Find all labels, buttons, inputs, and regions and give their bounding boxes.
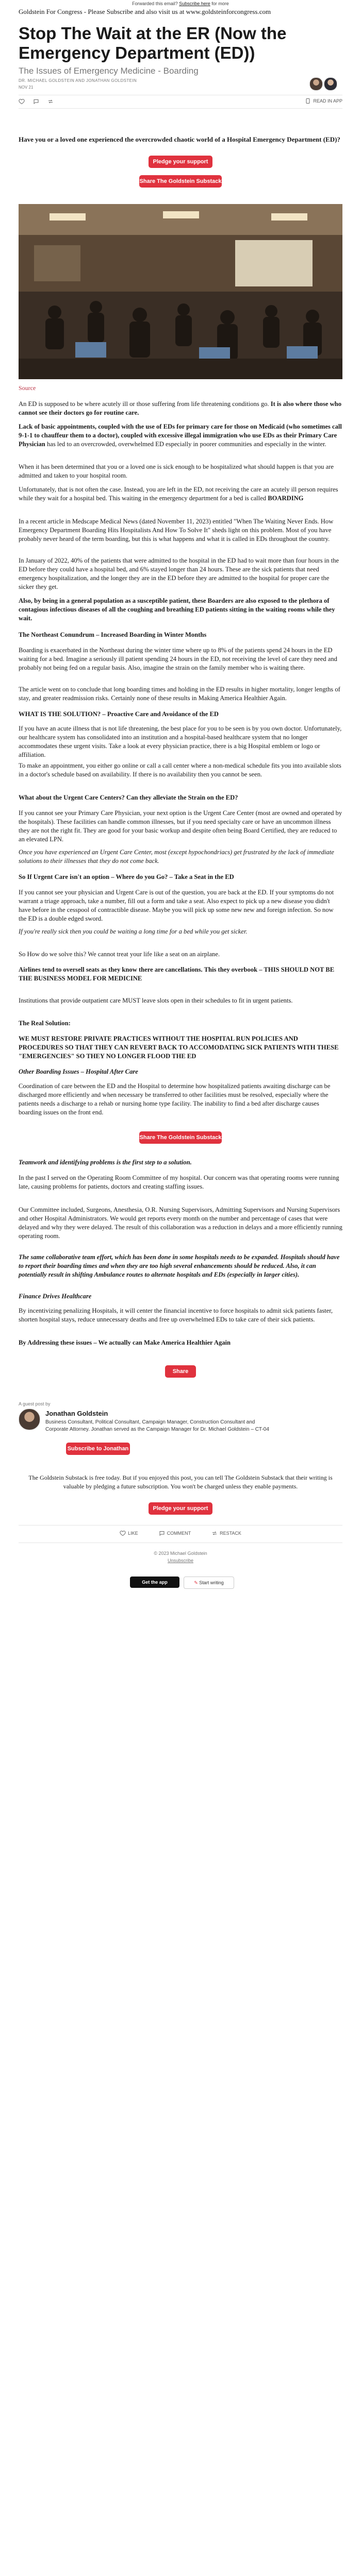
copyright: © 2023 Michael Goldstein [154, 1551, 207, 1556]
share-substack-button[interactable]: Share The Goldstein Substack [139, 1131, 222, 1144]
section-heading: Finance Drives Healthcare [19, 1293, 92, 1300]
post-authors[interactable]: DR. MICHAEL GOLDSTEIN AND JONATHAN GOLDSTEIN [19, 78, 137, 83]
comment-button[interactable]: COMMENT [159, 1530, 191, 1536]
paragraph: Coordination of care between the ED and the Hospital to determine how hospitalized patients awaiting discharge can be discharged more efficiently and when necessary be transferred to other facilities must be resolved, especially where the patients needs a discharge to a rehab or nursing home type facility. The inability to find a bed after discharge causes boarding issues on the front end. [19, 1082, 331, 1116]
author-avatar[interactable] [324, 77, 337, 91]
get-app-label: Get the app [142, 1580, 168, 1585]
paragraph: If you cannot see your Primary Care Physician, your next option is the Urgent Care Center (most are owned and operated by the hospitals). These facilities can handle common illnesses, but if you need specialty care or have an uncommon illness they are not the right fit. They are good for your basic workup and despite often being Board Certified, they are reduced to an elevated LPN. [19, 809, 342, 843]
image-source-link[interactable]: Source [19, 384, 36, 392]
hero-image [19, 204, 342, 379]
paragraph: In the past I served on the Operating Room Committee of my hospital. Our concern was that operating rooms were running late, causing problems for patients, doctors and creating staffing issues. [19, 1174, 339, 1190]
start-writing-label: Start writing [199, 1580, 224, 1585]
lead-question: Have you or a loved one experienced the overcrowded chaotic world of a Hospital Emergency Department (ED)? [19, 135, 340, 143]
comment-button[interactable] [33, 98, 39, 105]
post-subtitle: The Issues of Emergency Medicine - Boarding [19, 66, 199, 76]
paragraph: If you're really sick then you could be waiting a long time for a bed while you get sicker. [19, 928, 248, 935]
post-title[interactable]: Stop The Wait at the ER (Now the Emergency Department (ED)) [19, 24, 287, 62]
section-heading: WHAT IS THE SOLUTION? – Proactive Care and Avoidance of the ED [19, 710, 219, 718]
paragraph: Teamwork and identifying problems is the first step to a solution. [19, 1159, 192, 1166]
paragraph: WE MUST RESTORE PRIVATE PRACTICES WITHOUT THE HOSPITAL RUN POLICIES AND PROCEDURES SO THAT THEY CAN REVERT BACK TO ACCOMODATING SICK PATIENTS WITH THESE "EMERGENCIES" SO THEY NO LONGER FLOOD THE ED [19, 1035, 339, 1060]
post-date: NOV 21 [19, 85, 34, 90]
guest-label: A guest post by [19, 1401, 51, 1406]
read-in-app-label: READ IN APP [313, 98, 342, 104]
forward-prefix: Forwarded this email? [132, 1, 178, 6]
paragraph: Institutions that provide outpatient care MUST leave slots open in their schedules to fit in urgent patients. [19, 997, 293, 1004]
start-writing-button[interactable] [184, 1577, 234, 1589]
share-button[interactable]: Share [165, 1365, 196, 1378]
like-button[interactable]: LIKE [120, 1530, 138, 1536]
pledge-button[interactable]: Pledge your support [149, 156, 212, 168]
guest-author-card [19, 1401, 342, 1448]
guest-name[interactable]: Jonathan Goldstein [45, 1410, 108, 1417]
paragraph: Airlines tend to oversell seats as they know there are cancellations. This they overbook – THIS SHOULD NOT BE THE BUSINESS MODEL FOR MEDICINE [19, 966, 335, 982]
restack-icon [47, 98, 54, 105]
paragraph: So How do we solve this? We cannot treat your life like a seat on an airplane. [19, 951, 220, 958]
unsubscribe-link[interactable]: Unsubscribe [167, 1558, 194, 1563]
divider [19, 1525, 342, 1526]
paragraph: In a recent article in Medscape Medical News (dated November 11, 2023) entitled "When The Waiting Never Ends. How Emergency Department Boarding Hits Hospitalists And How To Solve It" sheds light on this problem. Most of you have probably never heard of the term boarding, but this is what happens and what it is called in EDs throughout the country. [19, 518, 334, 543]
paragraph: The article went on to conclude that long boarding times and holding in the ED results in higher mortality, longer lengths of stay, and greater readmission risks. Certainly none of these results in Making America Healthier Again. [19, 686, 340, 702]
section-heading: What about the Urgent Care Centers? Can they alleviate the Strain on the ED? [19, 794, 238, 801]
restack-icon [211, 1530, 218, 1536]
heart-icon [120, 1530, 126, 1536]
share-substack-button[interactable]: Share The Goldstein Substack [139, 175, 222, 188]
post-actions [19, 97, 342, 107]
section-heading: The Real Solution: [19, 1020, 71, 1027]
subscribe-link[interactable]: Subscribe here [179, 1, 210, 6]
paragraph: An ED is supposed to be where acutely ill or those suffering from life threatening conditions go. It is also where those who cannot see their doctors go for routine care. [19, 400, 341, 416]
paragraph: If you have an acute illness that is not life threatening, the best place for you to be seen is by you own doctor. Unfortunately, our healthcare system has consolidated into an institution and a hospital-based healthcare system that no longer accommodates these urgent visits. Take a look at every physician practice, there is a big Hospital emblem or logo or affiliation. [19, 725, 342, 758]
divider [19, 108, 342, 109]
paragraph: The same collaborative team effort, which has been done in some hospitals needs to be expanded. Hospitals should have to report their boarding times and when they are too high several enhancements should be reduced. Also, it can potentially result in shifting Ambulance routes to alternate hospitals and EDs (especially in larger cities). [19, 1253, 340, 1278]
paragraph: In January of 2022, 40% of the patients that were admitted to the hospital in the ED had to wait more than four hours in the ED before they could have a hospital bed, and 6% stayed longer than 24 hours. These are the sick patients that need emergency hospitalization, and the longer they are in the ED before they are admitted to the hospital for proper care the sicker they get. [19, 557, 339, 590]
paragraph: Unfortunately, that is not often the case. Instead, you are left in the ED, not receiving the care an acutely ill person requires while they wait for a hospital bed. This waiting in the emergency department for a bed is called BOARDING [19, 486, 338, 502]
section-heading: Other Boarding Issues – Hospital After Care [19, 1068, 138, 1075]
paragraph: When it has been determined that you or a loved one is sick enough to be hospitalized what should happen is that you are admitted and taken to your hospital room. [19, 463, 334, 479]
restack-button[interactable]: RESTACK [211, 1530, 241, 1536]
bottom-actions [0, 1530, 361, 1536]
closing-note: The Goldstein Substack is free today. But if you enjoyed this post, you can tell The Goldstein Substack that their writing is valuable by pledging a future subscription. You won't be charged unless they enable payments. [28, 1474, 333, 1490]
waiting-room-photo [19, 204, 342, 379]
app-icon [305, 98, 311, 104]
paragraph: Once you have experienced an Urgent Care Center, most (except hypochondriacs) get frustrated by the lack of immediate solutions to their illnesses that they do not come back. [19, 849, 334, 865]
bottom-bar [0, 1571, 361, 1592]
forward-notice [0, 1, 361, 6]
restack-button[interactable] [47, 98, 54, 105]
subscribe-to-jonathan-button[interactable]: Subscribe to Jonathan [66, 1443, 130, 1455]
pen-icon: ✎ [194, 1580, 198, 1585]
comment-icon [159, 1530, 165, 1536]
author-avatar[interactable] [309, 77, 323, 91]
paragraph: Boarding is exacerbated in the Northeast during the winter time where up to 8% of the patients spend 24 hours in the ED waiting for a bed. Imagine a seriously ill patient spending 24 hours in the ED, not receiving the level of care they need and probably not being fed on a regular basis. Also, imagine the strain on the family member who is waiting there. [19, 647, 337, 671]
paragraph: If you cannot see your physician and Urgent Care is out of the question, you are back at the ED. If your symptoms do not warrant a triage approach, take a number, fill out a form and take a seat. Also expect to pick up a new disease you didn't have before in the cesspool of contractible disease. Maybe you will pick up some new new and foreign infection. So now the ED is a double edged sword. [19, 889, 334, 922]
paragraph: By Addressing these issues – We actually can Make America Healthier Again [19, 1339, 231, 1346]
heart-icon [19, 98, 25, 105]
section-heading: The Northeast Conundrum – Increased Boarding in Winter Months [19, 631, 207, 638]
paragraph: Lack of basic appointments, coupled with the use of EDs for primary care for those on Medicaid (who sometimes call 9-1-1 to chauffeur them to a doctor), coupled with excessive illegal immigration who use EDs as their Primary Care Physician has led to an overcrowded, overwhelmed ED especially in poorer communities and especially in the winter. [19, 423, 342, 448]
paragraph: To make an appointment, you either go online or call a call center where a non-medical schedule fits you into available slots in a doctor's schedule based on availability. If there is no availability then you cannot be seen. [19, 762, 341, 778]
pledge-button[interactable]: Pledge your support [149, 1502, 212, 1515]
preamble: Goldstein For Congress - Please Subscribe and also visit us at www.goldsteinforcongress.com [19, 8, 271, 15]
comment-icon [33, 98, 39, 105]
forward-suffix: for more [211, 1, 229, 6]
paragraph: By incentivizing penalizing Hospitals, it will center the financial incentive to force hospitals to admit sick patients faster, shorten hospital stays, reduce unnecessary deaths and free up overwhelmed EDs to take care of their sick patients. [19, 1307, 333, 1323]
like-button[interactable] [19, 98, 25, 105]
paragraph: Also, by being in a general population as a susceptible patient, these Boarders are also exposed to the plethora of contagious infectious diseases of all the coughing and breathing ED patients sitting in the waiting rooms while they wait. [19, 597, 335, 622]
get-app-button[interactable] [130, 1577, 179, 1588]
section-heading: So If Urgent Care isn't an option – Where do you Go? – Take a Seat in the ED [19, 873, 234, 880]
paragraph: Our Committee included, Surgeons, Anesthesia, O.R. Nursing Supervisors, Admitting Supervisors and Nursing Supervisors and other Hospital Administrators. We would get reports every month on the number and percentage of cases that were delayed and why they were delayed. The result of this collaboration was a reduction in delays and a more efficiently running operating room. [19, 1206, 342, 1240]
guest-bio: Business Consultant, Political Consultant, Campaign Manager, Construction Consultant and Corporate Attorney. Jonathan served as the Campaign Manager for Dr. Michael Goldstein – CT-04 [45, 1419, 269, 1432]
read-in-app-button[interactable] [305, 98, 342, 104]
guest-avatar[interactable] [19, 1409, 40, 1430]
